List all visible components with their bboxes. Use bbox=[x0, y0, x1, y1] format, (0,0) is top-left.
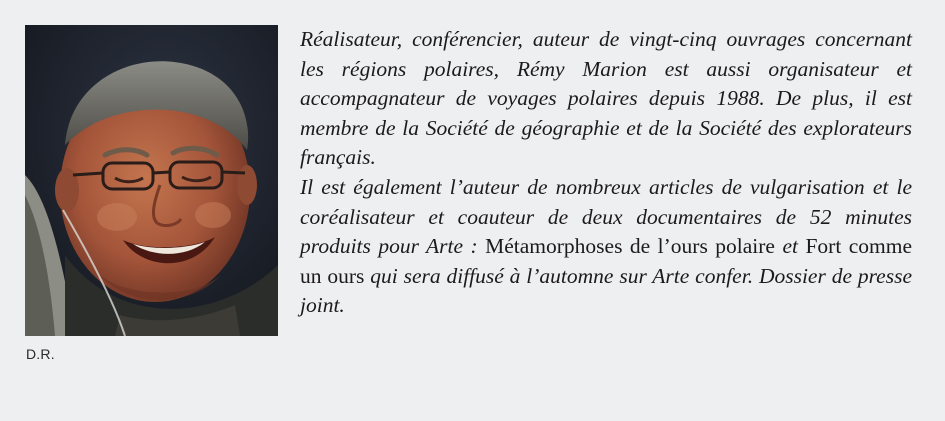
title-connector: et bbox=[782, 234, 798, 259]
bio-paragraph-2-part-1: Il est également l’auteur de nombreux articles de vulgarisation et le coréalisateur et coauteur de deux documentaires de 52 minutes produits pour Arte : bbox=[300, 174, 912, 259]
bio-paragraph-2 bbox=[300, 173, 912, 321]
bio-paragraph-2-part-2: qui sera diffusé à l’automne sur Arte confer. Dossier de presse joint. bbox=[300, 263, 912, 318]
documentary-title-2: Fort comme un ours bbox=[300, 234, 913, 288]
author-photo bbox=[25, 25, 278, 336]
author-bio bbox=[300, 25, 912, 321]
bio-paragraph-1: Réalisateur, conférencier, auteur de vingt-cinq ouvrages concernant les régions polaires, Rémy Marion est aussi organisateur et accompagnateur de voyages polaires depuis 1988. De plus, il est membre de la Société de géographie et de la Société des explorateurs français. bbox=[300, 27, 912, 170]
photo-credit: D.R. bbox=[26, 346, 55, 362]
documentary-title-1: Métamorphoses de l’ours polaire bbox=[485, 234, 775, 259]
